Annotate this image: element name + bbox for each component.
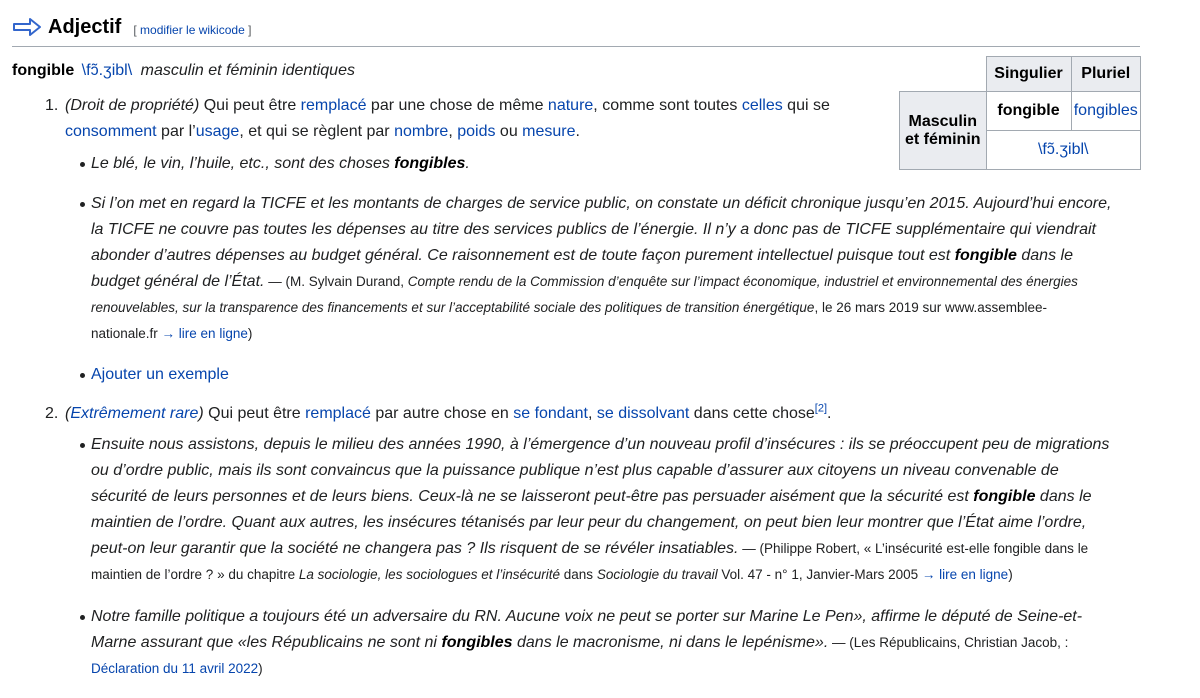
row-header-gender: Masculin et féminin [900, 92, 987, 170]
read-online-link[interactable]: → lire en ligne [921, 567, 1009, 582]
date-link[interactable]: 11 avril 2022 [181, 661, 259, 676]
link-nature[interactable]: nature [547, 97, 594, 114]
link-celles[interactable]: celles [741, 97, 783, 114]
read-online-link[interactable]: → lire en ligne [161, 326, 248, 341]
definition-1: (Droit de propriété) Qui peut être remplacé par une chose de même nature, comme sont toutes celles qui se consomment par l’usage, et qui se règlent par nombre, poids ou mesure. [65, 97, 830, 140]
link-extremement-rare[interactable]: Extrêmement rare [70, 405, 199, 422]
declaration-link[interactable]: Déclaration du [91, 661, 182, 676]
list-bullet [80, 373, 85, 378]
link-usage[interactable]: usage [195, 123, 240, 140]
table-corner [900, 57, 987, 92]
link-remplace-2[interactable]: remplacé [305, 405, 371, 422]
arrow-right-icon [12, 16, 42, 38]
link-nombre[interactable]: nombre [394, 123, 449, 140]
col-header-singular: Singulier [986, 57, 1071, 92]
link-consomment[interactable]: consomment [65, 123, 157, 140]
gender-info: masculin et féminin identiques [140, 62, 355, 79]
heading-divider [12, 46, 1140, 47]
definition-2: (Extrêmement rare) Qui peut être remplacé par autre chose en se fondant, se dissolvant dans cette chose[2]. [65, 402, 832, 422]
edit-wikicode-link[interactable]: modifier le wikicode [140, 23, 245, 37]
list-bullet [80, 202, 85, 207]
link-remplace[interactable]: remplacé [300, 97, 367, 114]
example-source: — (M. Sylvain Durand, Compte rendu de la Commission d’enquête sur l’impact économique, industriel et environnemental des énergies renouvelables, sur la transparence des financements et sur l’acceptabilité sociale des politiques de transition énergétique, le 26 mars 2019 sur www.assemblee- nationale.fr → lire en ligne) [91, 274, 1078, 341]
table-pronunciation-link[interactable]: \fɔ̃.ʒibl\ [986, 131, 1141, 170]
col-header-plural: Pluriel [1071, 57, 1141, 92]
link-se-dissolvant[interactable]: se dissolvant [596, 405, 690, 422]
example-2-1: Ensuite nous assistons, depuis le milieu des années 1990, à l’émergence d’un nouveau profil d’insécures : ils se préoccupent peu de migrations ou d’ordre public, mais ils sont convaincus que la puissance publique n’est plus capable d’assurer aux citoyens un niveau convenable de sécurité de leurs personnes et de leurs biens. Ceux-là ne se laisseront peut-être pas persuader aisément que la sécurité est fongible dans le maintien de l’ordre. Quant aux autres, les insécures tétanisés par leur peur du changement, on peut bien leur montrer que l’État aime l’ordre, peut-on leur garantir que la société ne changera pas ? Ils risquent de se révéler insatiables. — (Philippe Robert, « L’insécurité est-elle fongible dans le maintien de l’ordre ? » du chapitre La sociologie, les sociologues et l’insécurité dans Sociologie du travail Vol. 47 - n° 1, Janvier-Mars 2005 → lire en ligne) [91, 436, 1110, 582]
headword-line [12, 60, 355, 82]
flexion-table [899, 56, 1141, 170]
link-mesure[interactable]: mesure [522, 123, 576, 140]
example-2-2: Notre famille politique a toujours été un adversaire du RN. Aucune voix ne peut se porter sur Marine Le Pen», affirme le député de Seine-et- Marne assurant que «les Républicains ne sont ni fongibles dans le macronisme, ni dans le lepénisme». — (Les Républicains, Christian Jacob, : Déclaration du 11 avril 2022) [91, 608, 1083, 676]
reference-link[interactable]: [2] [814, 402, 827, 415]
definition-number: 2. [45, 405, 59, 422]
edit-section: [ modifier le wikicode ] [133, 23, 252, 37]
link-poids[interactable]: poids [457, 123, 496, 140]
list-bullet [80, 615, 85, 620]
example-1-1: Le blé, le vin, l’huile, etc., sont des choses fongibles. [91, 155, 470, 172]
example-source: — (Les Républicains, Christian Jacob, : Déclaration du 11 avril 2022) [91, 635, 1069, 676]
domain-label: (Droit de propriété) [65, 97, 200, 114]
example-1-2: Si l’on met en regard la TICFE et les montants de charges de service public, on constate un déficit chronique jusqu’en 2015. Aujourd’hui encore, la TICFE ne couvre pas toutes les dépenses au titre des services publics de l’énergie. Il n’y a donc pas de TICFE supplémentaire qui viendrait abonder d’autres dépenses au budget général. Ce raisonnement est de toute façon purement intellectuel puisque tout est fongible dans le budget général de l’État. — (M. Sylvain Durand, Compte rendu de la Commission d’enquête sur l’impact économique, industriel et environnemental des énergies renouvelables, sur la transparence des financements et sur l’acceptabilité sociale des politiques de transition énergétique, le 26 mars 2019 sur www.assemblee- nationale.fr → lire en ligne) [91, 195, 1112, 341]
link-se-fondant[interactable]: se fondant [513, 405, 588, 422]
example-source: — (Philippe Robert, « L’insécurité est-elle fongible dans le maintien de l’ordre ? » du chapitre La sociologie, les sociologues et l’insécurité dans Sociologie du travail Vol. 47 - n° 1, Janvier-Mars 2005 → lire en ligne) [91, 541, 1089, 582]
plural-form-link[interactable]: fongibles [1071, 92, 1141, 131]
pronunciation-link[interactable]: \fɔ̃.ʒibl\ [81, 62, 133, 79]
list-bullet [80, 443, 85, 448]
section-heading [12, 12, 251, 42]
singular-form: fongible [986, 92, 1071, 131]
add-example-item [91, 362, 229, 388]
list-bullet [80, 162, 85, 167]
definition-number: 1. [45, 97, 59, 114]
add-example-link[interactable]: Ajouter un exemple [91, 366, 229, 383]
headword: fongible [12, 62, 75, 79]
section-title: Adjectif [48, 15, 122, 38]
